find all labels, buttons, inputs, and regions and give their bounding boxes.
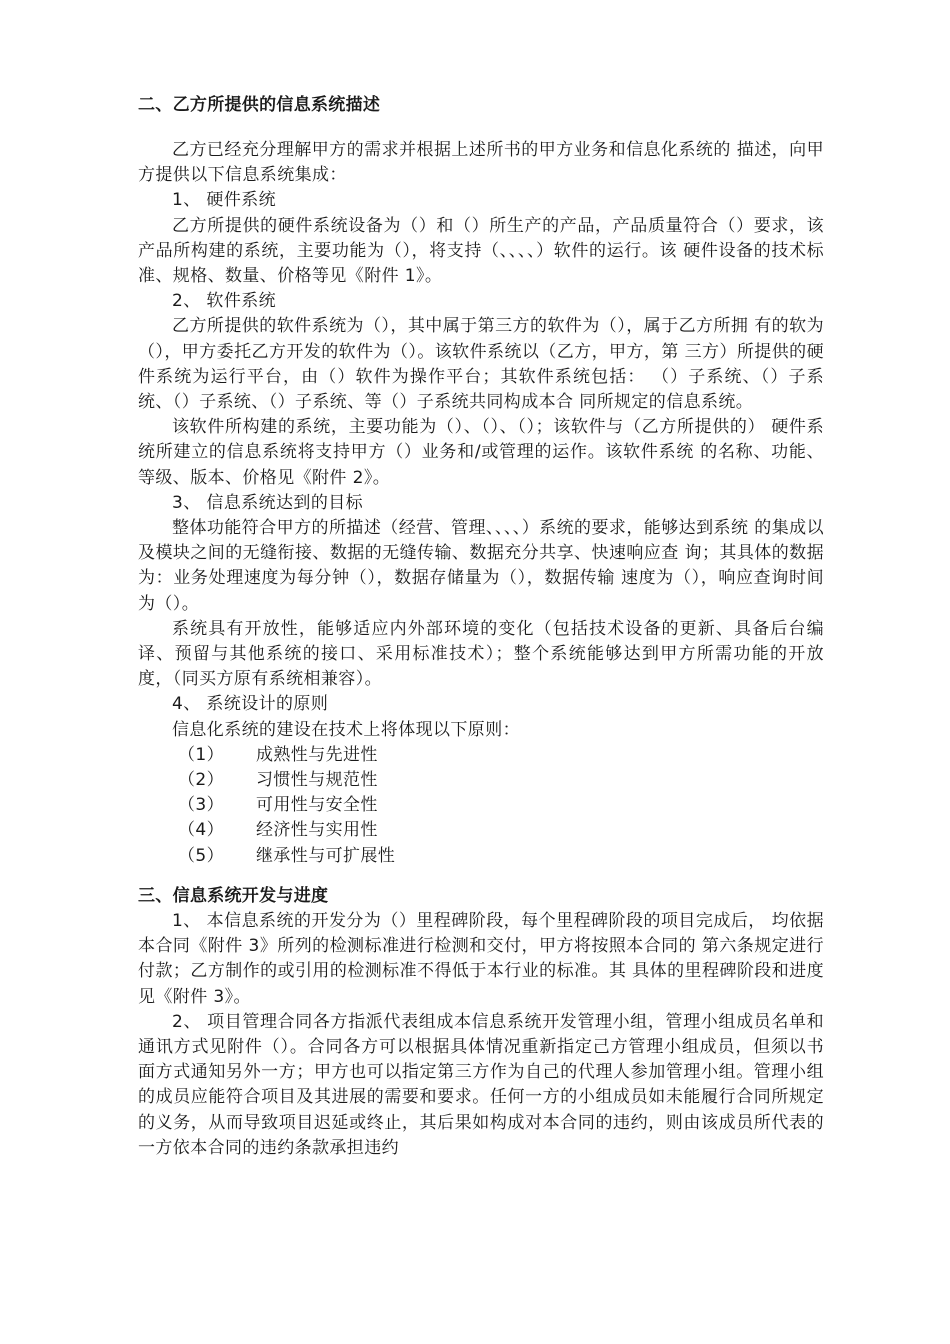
principle-list: [138, 743, 824, 869]
list-item-text: 成熟性与先进性: [256, 744, 378, 765]
document-body: [138, 92, 824, 1161]
list-item-number: （3）: [178, 795, 225, 816]
list-item-number: （5）: [178, 845, 225, 866]
section-3-paragraph-1: 1、 本信息系统的开发分为（）里程碑阶段，每个里程碑阶段的项目完成后， 均依据本合同《附件 3》所列的检测标准进行检测和交付，甲方将按照本合同的 第六条规定进行付款；乙方制作的或引用的检测标准不得低于本行业的标准。其 具体的里程碑阶段和进度见《附件 3》。: [138, 910, 824, 1007]
hardware-subheading: 1、 硬件系统: [172, 190, 277, 211]
list-item: [138, 818, 824, 843]
software-paragraph-2: 该软件所构建的系统，主要功能为（）、（）、（）；该软件与（乙方所提供的） 硬件系统所建立的信息系统将支持甲方（）业务和/或管理的运作。该软件系统 的名称、功能、等级、版本、价格见《附件 2》。: [138, 417, 824, 488]
list-item-text: 继承性与可扩展性: [256, 845, 396, 866]
list-item-text: 经济性与实用性: [256, 820, 378, 841]
list-item: [138, 768, 824, 793]
list-item-number: （2）: [178, 770, 225, 791]
principle-subheading: 4、 系统设计的原则: [172, 694, 329, 715]
section-2-intro: 乙方已经充分理解甲方的需求并根据上述所书的甲方业务和信息化系统的 描述，向甲方提供以下信息系统集成：: [138, 140, 824, 186]
section-3-heading: 三、信息系统开发与进度: [138, 885, 329, 906]
hardware-paragraph: 乙方所提供的硬件系统设备为（）和（）所生产的产品，产品质量符合（）要求，该产品所构建的系统，主要功能为（），将支持（、、、、）软件的运行。该 硬件设备的技术标准、规格、数量、价格等见《附件 1》。: [138, 215, 824, 287]
list-item: [138, 793, 824, 818]
list-item-number: （1）: [178, 744, 225, 765]
goal-subheading: 3、 信息系统达到的目标: [172, 492, 364, 513]
goal-paragraph-2: 系统具有开放性，能够适应内外部环境的变化（包括技术设备的更新、具备后台编译、预留与其他系统的接口、采用标准技术）；整个系统能够达到甲方所需功能的开放度，（同买方原有系统相兼容）。: [138, 618, 824, 690]
section-2-heading: 二、乙方所提供的信息系统描述: [138, 95, 381, 115]
list-item: [138, 844, 824, 869]
list-item-text: 习惯性与规范性: [256, 770, 378, 791]
software-subheading: 2、 软件系统: [172, 291, 277, 312]
list-item: [138, 743, 824, 768]
software-paragraph-1: 乙方所提供的软件系统为（），其中属于第三方的软件为（），属于乙方所拥 有的软为（），甲方委托乙方开发的软件为（）。该软件系统以（乙方，甲方，第 三方）所提供的硬件系统为运行平台，由（）软件为操作平台；其软件系统包括： （）子系统、（）子系统、（）子系统、（）子系统、等（）子系统共同构成本合 同所规定的信息系统。: [138, 316, 824, 413]
list-item-text: 可用性与安全性: [256, 795, 378, 816]
list-item-number: （4）: [178, 820, 225, 841]
section-3-paragraph-2: 2、 项目管理合同各方指派代表组成本信息系统开发管理小组，管理小组成员名单和通讯方式见附件（）。合同各方可以根据具体情况重新指定己方管理小组成员，但须以书面方式通知另外一方；甲方也可以指定第三方作为自己的代理人参加管理小组。管理小组的成员应能符合项目及其进展的需要和要求。任何一方的小组成员如未能履行合同所规定的义务，从而导致项目迟延或终止，其后果如构成对本合同的违约，则由该成员所代表的一方依本合同的违约条款承担违约: [138, 1011, 824, 1158]
goal-paragraph-1: 整体功能符合甲方的所描述（经营、管理、、、、）系统的要求，能够达到系统 的集成以及模块之间的无缝衔接、数据的无缝传输、数据充分共享、快速响应查 询；其具体的数据为：业务处理速度为每分钟（），数据存储量为（），数据传输 速度为（），响应查询时间为（）。: [138, 518, 824, 614]
principle-intro: 信息化系统的建设在技术上将体现以下原则：: [172, 719, 520, 740]
